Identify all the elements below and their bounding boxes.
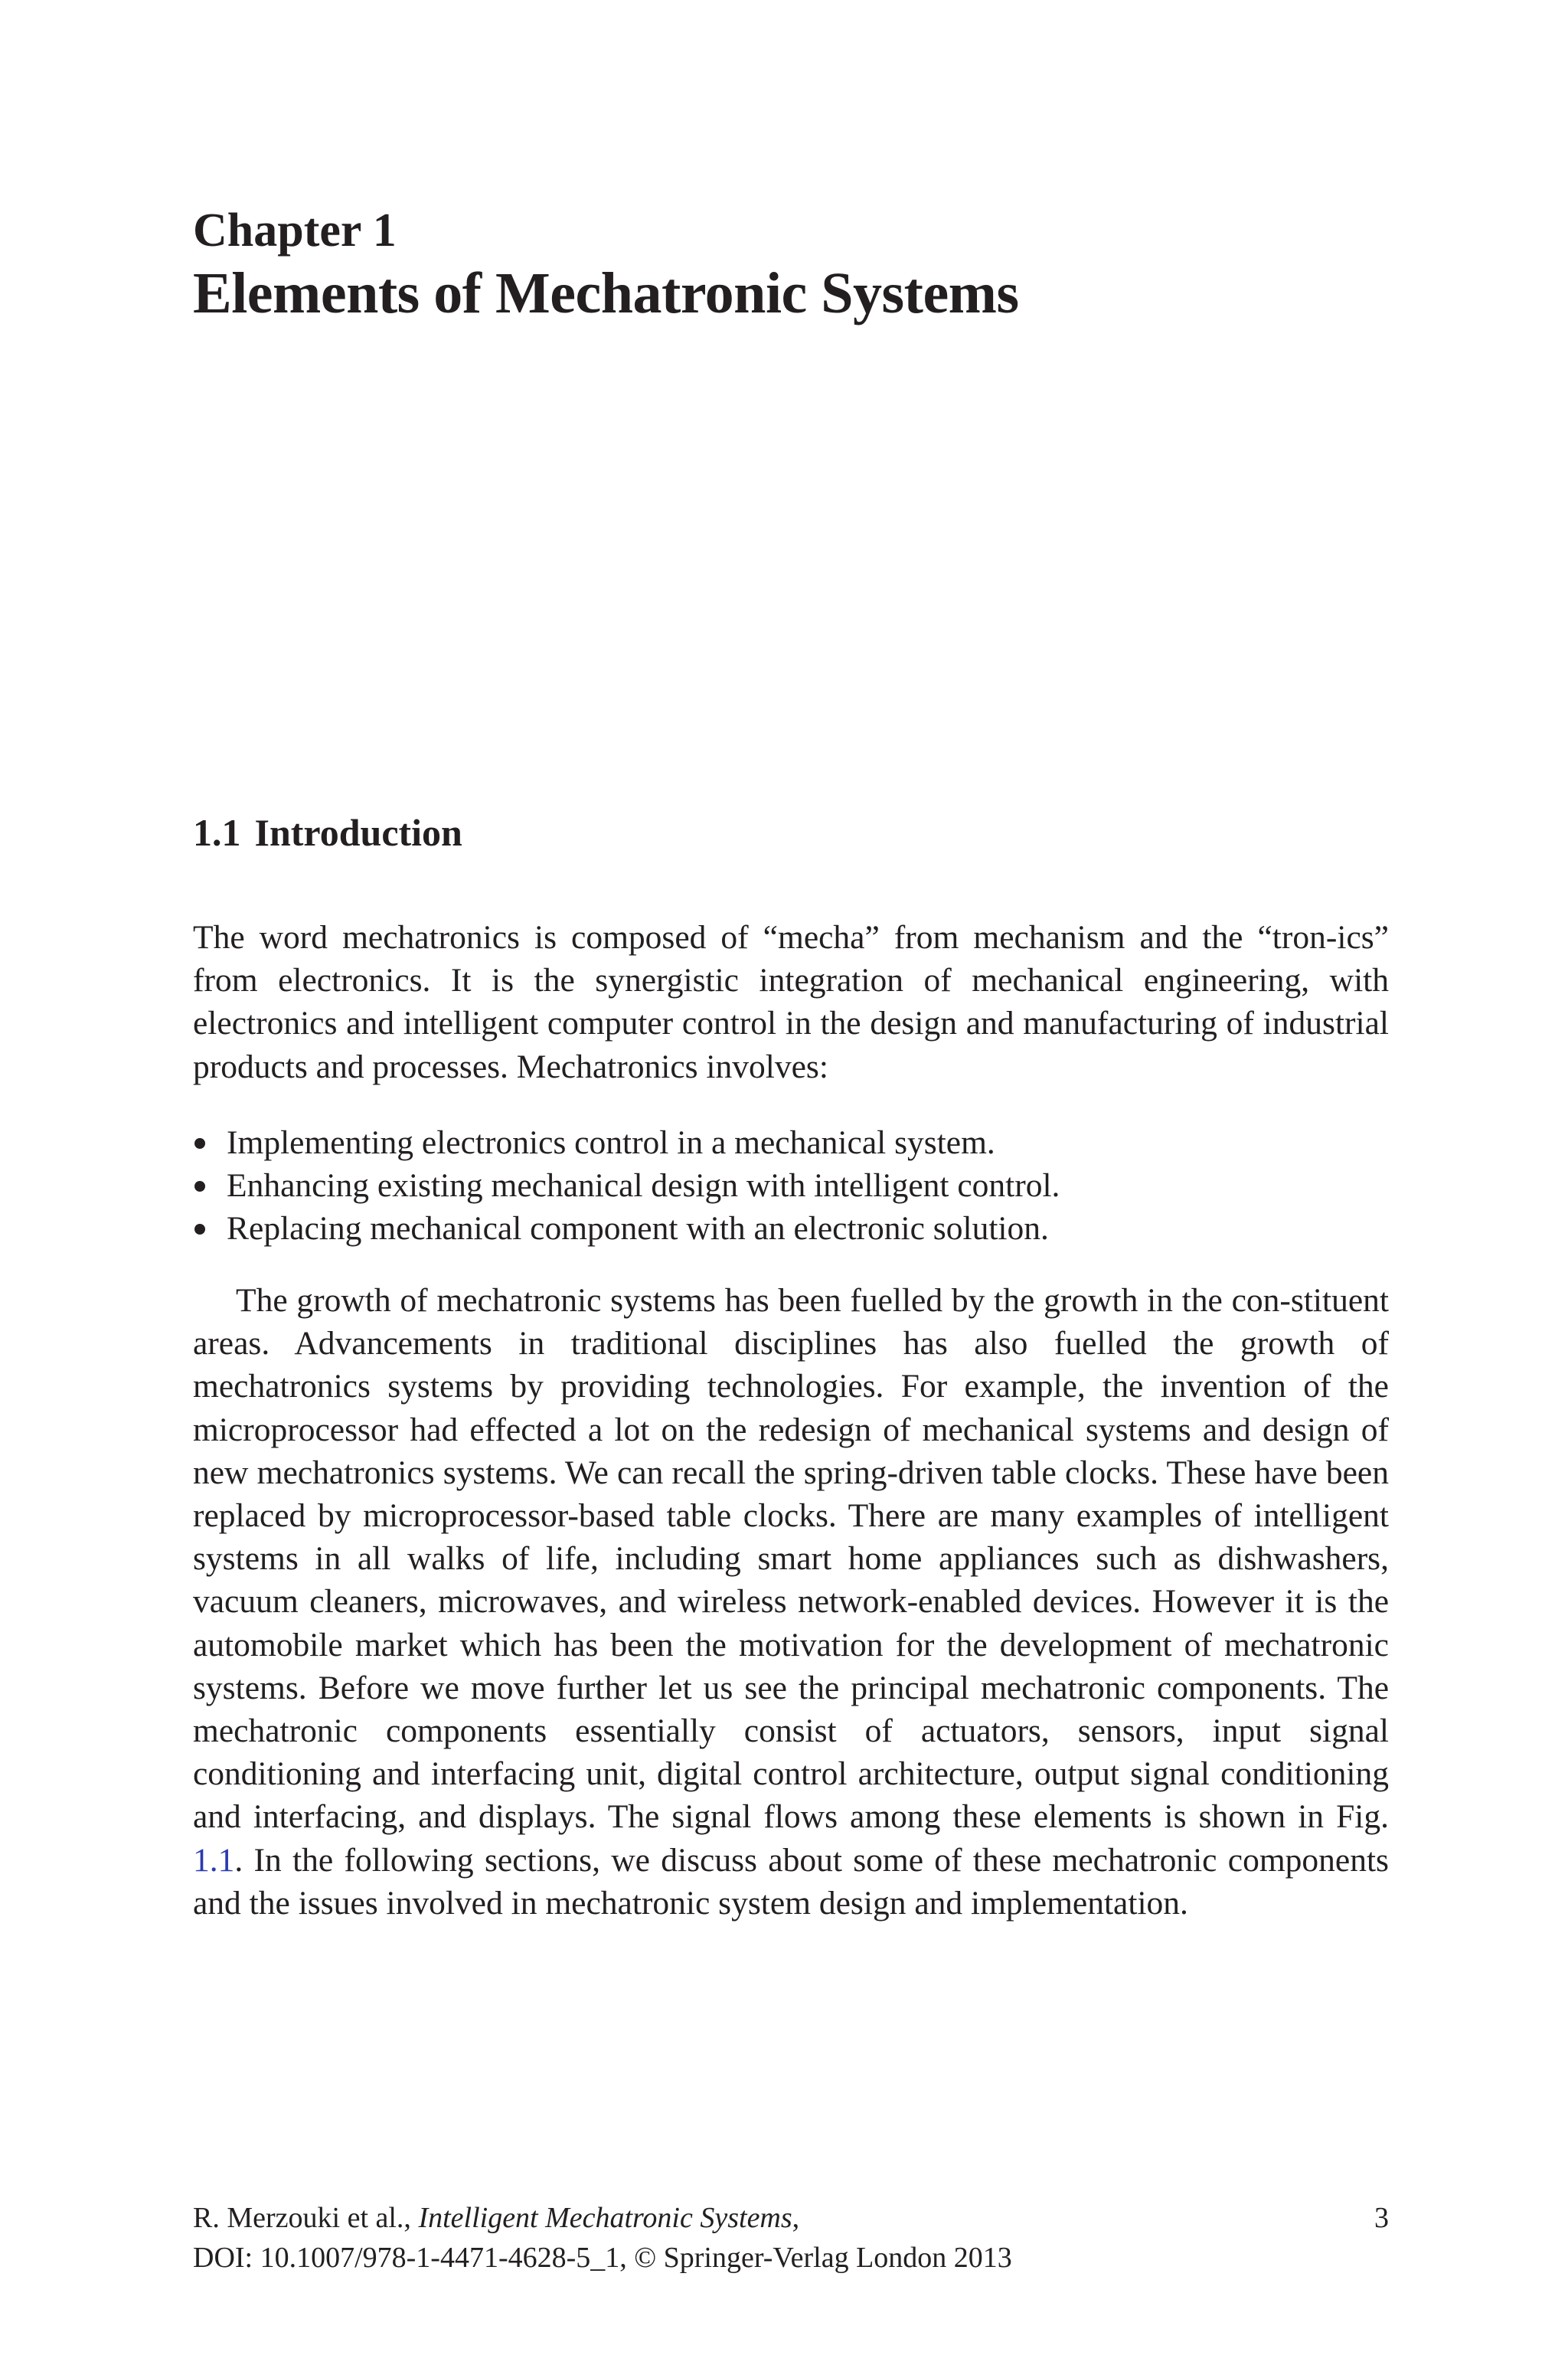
- citation-book-title: Intelligent Mechatronic Systems: [418, 2202, 792, 2234]
- growth-paragraph-text-end: . In the following sections, we discuss about some of these mechatronic components and the issues involved in mechatronic system design and implementation.: [193, 1841, 1389, 1922]
- intro-paragraph: The word mechatronics is composed of “mecha” from mechanism and the “tron-ics” from electronics. It is the synergistic integration of mechanical engineering, with electronics and intelligent computer control in the design and manufacturing of industrial products and processes. Mechatronics involves:: [193, 919, 1389, 1085]
- growth-paragraph-text: The growth of mechatronic systems has been fuelled by the growth in the con-stituent areas. Advancements in traditional disciplines has also fuelled the growth of mechatronics systems by providing technologies. For example, the invention of the microprocessor had effected a lot on the redesign of mechanical systems and design of new mechatronics systems. We can recall the spring-driven table clocks. These have been replaced by microprocessor-based table clocks. There are many examples of intelligent systems in all walks of life, including smart home appliances such as dishwashers, vacuum cleaners, microwaves, and wireless network-enabled devices. However it is the automobile market which has been the motivation for the development of mechatronic systems. Before we move further let us see the principal mechatronic components. The mechatronic components essentially consist of actuators, sensors, input signal conditioning and interfacing unit, digital control architecture, output signal conditioning and interfacing, and displays. The signal flows among these elements is shown in Fig.: [193, 1282, 1389, 1836]
- list-item: [193, 1164, 1389, 1207]
- citation-comma: ,: [792, 2202, 800, 2234]
- bullet-list: [193, 1121, 1389, 1251]
- citation-line: [193, 2198, 1389, 2238]
- list-item: [193, 1121, 1389, 1164]
- bullet-icon: [194, 1224, 205, 1235]
- page-footer: [193, 2198, 1389, 2278]
- section-number: 1.1: [193, 811, 241, 854]
- chapter-label: Chapter 1: [193, 204, 397, 257]
- list-item-text: Enhancing existing mechanical design with intelligent control.: [227, 1167, 1060, 1205]
- citation-authors: R. Merzouki et al.,: [193, 2202, 419, 2234]
- doi-line: DOI: 10.1007/978-1-4471-4628-5_1, © Springer-Verlag London 2013: [193, 2242, 1012, 2274]
- list-item-text: Implementing electronics control in a mechanical system.: [227, 1124, 995, 1161]
- bullet-icon: [194, 1181, 205, 1192]
- figure-reference-link[interactable]: 1.1: [193, 1841, 235, 1879]
- section-heading: [193, 813, 462, 852]
- list-item-text: Replacing mechanical component with an electronic solution.: [227, 1210, 1049, 1248]
- page-number: 3: [1374, 2202, 1389, 2234]
- chapter-title: Elements of Mechatronic Systems: [193, 261, 1019, 325]
- list-item: [193, 1207, 1389, 1250]
- growth-paragraph: [193, 1279, 1389, 1925]
- section-title: Introduction: [254, 811, 462, 854]
- bullet-icon: [194, 1138, 205, 1149]
